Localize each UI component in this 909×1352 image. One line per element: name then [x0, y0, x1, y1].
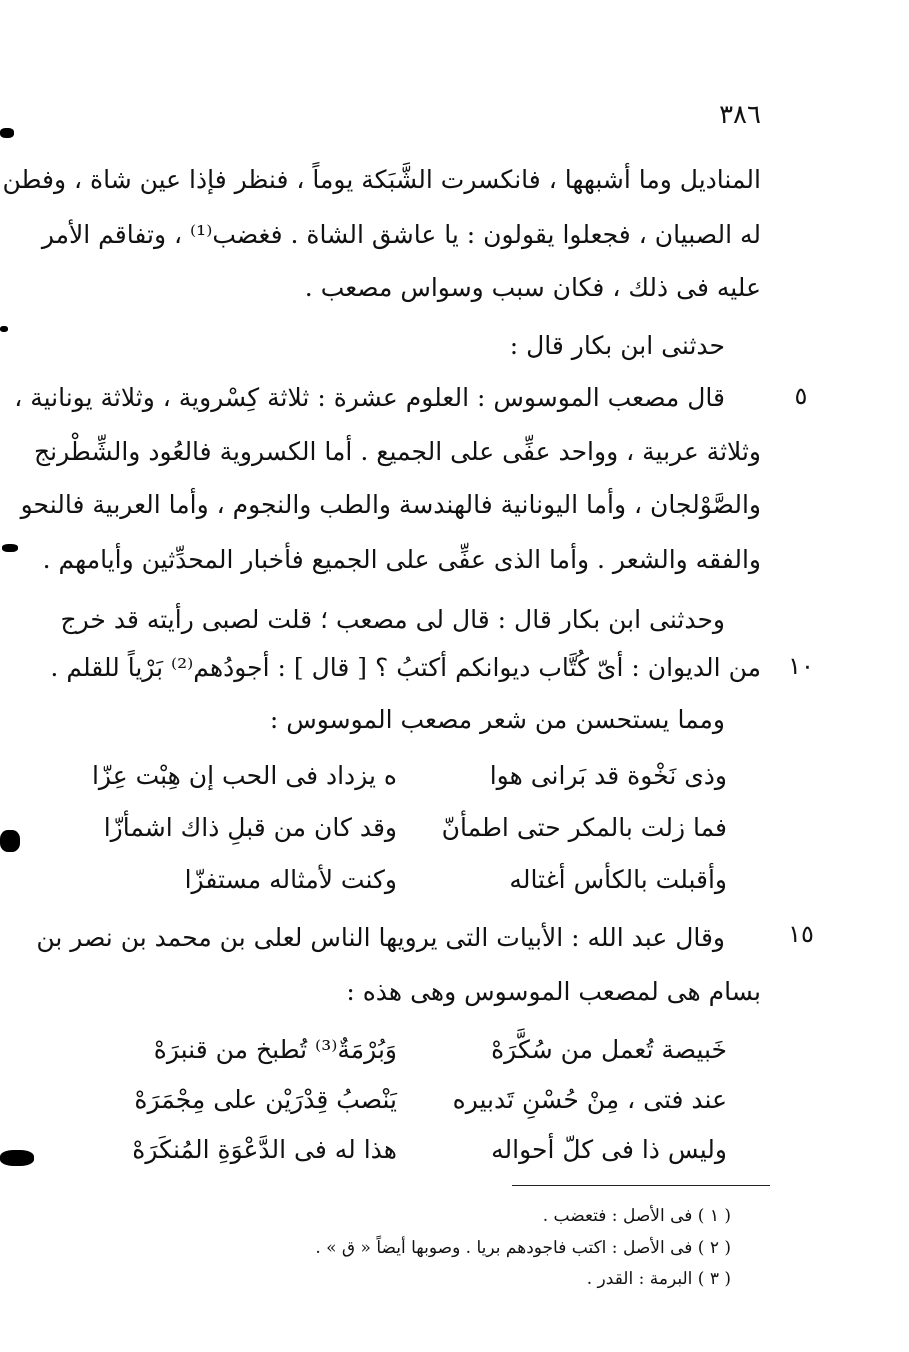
text-line: وحدثنى ابن بكار قال : قال لى مصعب ؛ قلت لصبى رأيته قد خرج — [60, 605, 725, 634]
verse-first-hemistich: خَبيصة تُعمل من سُكَّرَهْ — [491, 1035, 727, 1064]
verse-first-hemistich: وذى نَخْوة قد بَرانى هوا — [489, 761, 727, 790]
text-line: قال مصعب الموسوس : العلوم عشرة : ثلاثة كِسْروية ، وثلاثة يونانية ، — [14, 383, 725, 412]
verse-second-hemistich: وَبُرْمَةٌ⁽³⁾ تُطبخ من قنبرَهْ — [153, 1035, 397, 1064]
footnote: ( ٢ ) فى الأصل : اكتب فاجودهم بريا . وصوبها أيضاً « ق » . — [315, 1238, 731, 1258]
text-line: وثلاثة عربية ، وواحد عفِّى على الجميع . أما الكسروية فالعُود والشِّطْرنج — [34, 437, 761, 466]
verse-second-hemistich: ه يزداد فى الحب إن هِبْت عِزّا — [91, 761, 397, 790]
text-line: ومما يستحسن من شعر مصعب الموسوس : — [269, 705, 725, 734]
footnote: ( ٣ ) البرمة : القدر . — [586, 1269, 731, 1289]
text-line: وقال عبد الله : الأبيات التى يرويها الناس لعلى بن محمد بن نصر بن — [36, 923, 725, 952]
scan-edge-mark — [0, 1150, 34, 1166]
scan-edge-mark — [0, 326, 8, 332]
line-number: ١٥ — [788, 920, 814, 948]
scan-edge-mark — [0, 128, 14, 138]
text-line: عليه فى ذلك ، فكان سبب وسواس مصعب . — [304, 273, 761, 302]
footnote: ( ١ ) فى الأصل : فتعضب . — [542, 1206, 731, 1226]
text-line: حدثنى ابن بكار قال : — [509, 331, 725, 360]
line-number: ٥ — [794, 382, 808, 410]
text-line: والصَّوْلجان ، وأما اليونانية فالهندسة والطب والنجوم ، وأما العربية فالنحو — [20, 490, 761, 519]
text-line: من الديوان : أىّ كُتَّاب ديوانكم أكتبُ ؟ [ قال ] : أجودُهم⁽²⁾ بَرْياً للقلم . — [50, 653, 761, 682]
verse-second-hemistich: وكنت لأمثاله مستفزّا — [184, 865, 397, 894]
verse-second-hemistich: هذا له فى الدَّعْوَةِ المُنكَرَهْ — [132, 1135, 397, 1164]
verse-second-hemistich: يَنْصبُ قِدْرَيْن على مِجْمَرَهْ — [134, 1085, 397, 1114]
verse-first-hemistich: عند فتى ، مِنْ حُسْنِ تَدبيره — [452, 1085, 727, 1114]
verse-first-hemistich: وأقبلت بالكأس أغتاله — [509, 865, 727, 894]
text-line: المناديل وما أشبهها ، فانكسرت الشَّبَكة يوماً ، فنظر فإذا عين شاة ، وفطن — [2, 165, 761, 194]
footnote-separator — [512, 1185, 770, 1186]
scan-edge-mark — [2, 544, 18, 552]
text-line: والفقه والشعر . وأما الذى عفِّى على الجميع فأخبار المحدِّثين وأيامهم . — [42, 545, 761, 574]
verse-first-hemistich: وليس ذا فى كلّ أحواله — [491, 1135, 727, 1164]
text-line: بسام هى لمصعب الموسوس وهى هذه : — [346, 977, 761, 1006]
verse-second-hemistich: وقد كان من قبلِ ذاك اشمأزّا — [103, 813, 397, 842]
page-number: ٣٨٦ — [719, 100, 761, 130]
verse-first-hemistich: فما زلت بالمكر حتى اطمأنّ — [441, 813, 727, 842]
line-number: ١٠ — [788, 652, 814, 680]
text-line: له الصبيان ، فجعلوا يقولون : يا عاشق الشاة . فغضب⁽¹⁾ ، وتفاقم الأمر — [41, 220, 761, 249]
scan-edge-mark — [0, 830, 20, 852]
